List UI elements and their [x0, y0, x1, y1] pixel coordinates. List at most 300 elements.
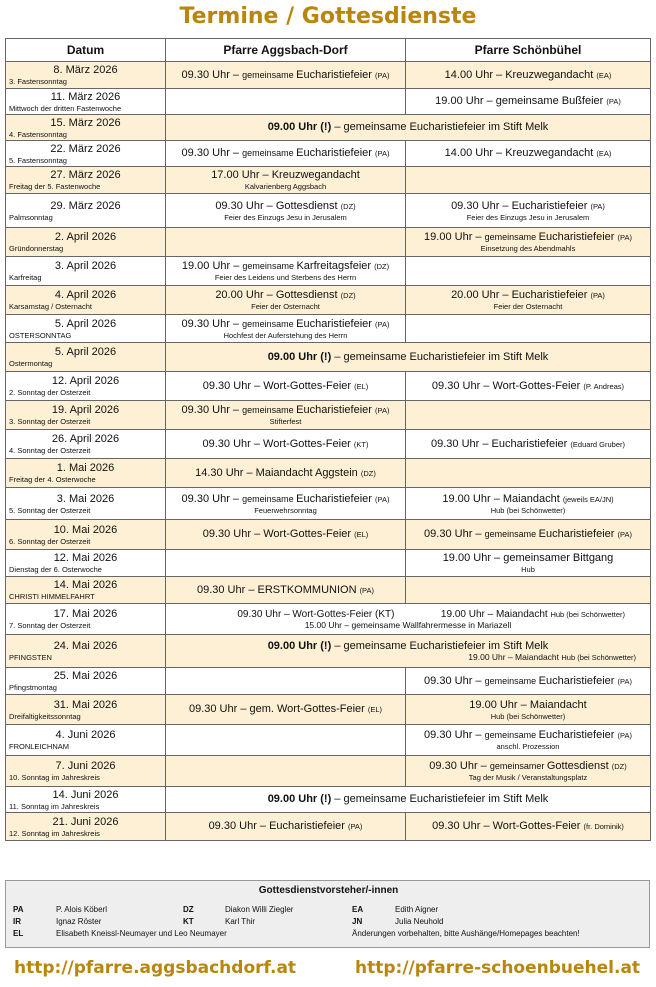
schoenbuehel-event	[406, 401, 651, 430]
aggsbach-event-main: 09.30 Uhr – Wort-Gottes-Feier	[202, 528, 355, 540]
schoenbuehel-event-main2: Eucharistiefeier	[538, 729, 618, 741]
table-row	[6, 725, 651, 756]
joint-event-line1	[168, 351, 648, 364]
header-aggsbach: Pfarre Aggsbach-Dorf	[166, 39, 406, 62]
aggsbach-event-line2: Stifterfest	[269, 417, 302, 426]
aggsbach-event	[166, 89, 406, 115]
date-sub: Palmsonntag	[9, 212, 53, 222]
joint-event-cell	[166, 787, 651, 813]
legend-name-el: Elisabeth Kneissl-Neumayer und Leo Neumayer	[56, 929, 227, 938]
date-label: 31. Mai 2026	[53, 698, 118, 711]
table-row	[6, 372, 651, 401]
aggsbach-event	[166, 668, 406, 695]
aggsbach-event-main: 09.30 Uhr – gem. Wort-Gottes-Feier	[188, 703, 368, 715]
date-sub: Dreifaltigkeitssonntag	[9, 711, 81, 721]
aggsbach-event	[166, 401, 406, 430]
date-label: 24. Mai 2026	[53, 640, 118, 652]
joint-event-line1	[168, 121, 648, 134]
date-sub: 5. Fastensonntag	[9, 155, 67, 165]
date-label: 19. April 2026	[51, 404, 120, 416]
date-sub: Freitag der 4. Osterwoche	[9, 475, 96, 484]
schedule-table	[5, 38, 651, 841]
schoenbuehel-event-line1	[408, 95, 648, 108]
joint-event-right-tag: Hub (bei Schönwetter)	[550, 610, 626, 619]
aggsbach-event-small: gemeinsame	[242, 261, 297, 271]
schoenbuehel-event-tag: (PA)	[617, 731, 632, 740]
date-sub: 10. Sonntag im Jahreskreis	[9, 773, 100, 782]
schoenbuehel-event-line1	[408, 380, 648, 393]
schoenbuehel-event	[406, 372, 651, 401]
schoenbuehel-event	[406, 813, 651, 841]
aggsbach-event-line1	[168, 820, 403, 833]
date-cell	[6, 430, 166, 459]
table-row	[6, 141, 651, 167]
schoenbuehel-event	[406, 167, 651, 194]
table-row	[6, 635, 651, 668]
schoenbuehel-event-line2: Hub (bei Schönwetter)	[490, 711, 566, 721]
schoenbuehel-event	[406, 756, 651, 787]
legend-key-jn: JN	[352, 917, 363, 926]
joint-event-left: 09.30 Uhr – Wort-Gottes-Feier (KT)	[237, 609, 395, 620]
schoenbuehel-event-main2: Eucharistiefeier	[538, 528, 618, 540]
schoenbuehel-event-tag: (DZ)	[611, 762, 627, 771]
aggsbach-event	[166, 725, 406, 756]
aggsbach-event-main: 17.00 Uhr – Kreuzwegandacht	[211, 169, 360, 181]
date-label: 10. Mai 2026	[53, 523, 118, 536]
date-sub: 4. Fastensonntag	[9, 129, 67, 139]
date-sub: 12. Sonntag im Jahreskreis	[9, 828, 100, 838]
legend-box	[5, 880, 650, 948]
legend-key-dz: DZ	[183, 905, 194, 914]
date-label: 3. Mai 2026	[56, 492, 115, 505]
date-cell	[6, 315, 166, 343]
table-row	[6, 228, 651, 257]
aggsbach-event-line1	[168, 404, 403, 417]
aggsbach-event-main2: Eucharistiefeier	[296, 147, 375, 159]
header-schoenbuehel: Pfarre Schönbühel	[406, 39, 651, 62]
table-row	[6, 756, 651, 787]
aggsbach-event-tag: (PA)	[359, 585, 375, 595]
schoenbuehel-event-main: 09.30 Uhr – Eucharistiefeier	[451, 199, 591, 212]
joint-event-cell	[166, 115, 651, 141]
joint-event-line2: 15.00 Uhr – gemeinsame Wallfahrermesse in Mariazell	[304, 620, 512, 630]
aggsbach-event	[166, 257, 406, 286]
schoenbuehel-event-main: 09.30 Uhr –	[424, 729, 485, 741]
date-cell	[6, 695, 166, 725]
date-label: 17. Mai 2026	[53, 608, 118, 620]
aggsbach-event-line1	[168, 438, 403, 451]
date-sub: 2. Sonntag der Osterzeit	[9, 388, 91, 397]
date-label: 14. Juni 2026	[52, 788, 119, 801]
aggsbach-event-line1	[168, 493, 403, 506]
date-sub: 3. Fastensonntag	[9, 77, 67, 86]
aggsbach-event-main: 09.30 Uhr – Wort-Gottes-Feier	[202, 437, 354, 450]
date-label: 29. März 2026	[50, 199, 121, 212]
schoenbuehel-event-tag: (Eduard Gruber)	[570, 439, 626, 449]
joint-event-line2-tag: Hub (bei Schönwetter)	[561, 653, 636, 662]
schoenbuehel-event-tag: (PA)	[617, 676, 632, 686]
date-cell	[6, 228, 166, 257]
table-row	[6, 167, 651, 194]
aggsbach-event-main2: Eucharistiefeier	[296, 404, 375, 416]
date-cell	[6, 668, 166, 695]
aggsbach-event	[166, 62, 406, 89]
schoenbuehel-event-tag: (PA)	[590, 291, 605, 300]
schoenbuehel-event-main: 19.00 Uhr – gemeinsame Bußfeier	[435, 95, 607, 107]
date-cell	[6, 756, 166, 787]
legend-key-pa: PA	[13, 905, 24, 914]
date-cell	[6, 167, 166, 194]
date-cell	[6, 372, 166, 401]
aggsbach-event-main: 20.00 Uhr – Gottesdienst	[215, 289, 341, 301]
joint-event-cell	[166, 635, 651, 668]
table-row	[6, 257, 651, 286]
date-sub: Freitag der 5. Fastenwoche	[9, 182, 101, 191]
date-cell	[6, 141, 166, 167]
legend-name-ir: Ignaz Röster	[56, 917, 102, 926]
schoenbuehel-event-main: 19.00 Uhr – Maiandacht	[442, 492, 563, 505]
schoenbuehel-event-line1	[408, 760, 648, 773]
schoenbuehel-event-line2: Einsetzung des Abendmahls	[480, 244, 576, 253]
date-cell	[6, 343, 166, 372]
schoenbuehel-event	[406, 725, 651, 756]
table-row	[6, 430, 651, 459]
joint-event-line2	[168, 653, 648, 662]
date-label: 3. April 2026	[54, 260, 117, 272]
date-label: 12. Mai 2026	[53, 552, 118, 564]
schoenbuehel-event-main: 20.00 Uhr – Eucharistiefeier	[451, 289, 591, 301]
schoenbuehel-event-line1	[408, 493, 648, 506]
aggsbach-event-line1	[168, 584, 403, 597]
aggsbach-event-line1	[168, 289, 403, 302]
schoenbuehel-event-line2: Hub	[521, 565, 535, 574]
aggsbach-event-small: gemeinsame	[242, 148, 297, 158]
schoenbuehel-event-line2: Hub (bei Schönwetter)	[490, 505, 566, 515]
aggsbach-event-main: 09.30 Uhr – Gottesdienst	[215, 199, 341, 212]
aggsbach-event-main: 09.30 Uhr –	[181, 404, 243, 416]
aggsbach-event-tag: (DZ)	[374, 262, 390, 271]
joint-event-text: – gemeinsame Eucharistiefeier im Stift Melk	[331, 793, 549, 805]
schoenbuehel-event-main: 19.00 Uhr – Maiandacht	[469, 698, 587, 711]
table-row	[6, 520, 651, 550]
date-sub: CHRISTI HIMMELFAHRT	[9, 592, 95, 601]
aggsbach-event	[166, 756, 406, 787]
date-cell	[6, 604, 166, 635]
schoenbuehel-event	[406, 695, 651, 725]
table-row	[6, 813, 651, 841]
legend-name-kt: Karl Thir	[225, 917, 256, 926]
schoenbuehel-event-tag: (EA)	[596, 70, 612, 80]
schoenbuehel-event	[406, 257, 651, 286]
joint-event-cell	[166, 604, 651, 635]
date-sub: 7. Sonntag der Osterzeit	[9, 621, 91, 630]
aggsbach-event-small: gemeinsame	[242, 493, 297, 504]
aggsbach-event-tag: (DZ)	[340, 291, 356, 300]
date-label: 4. Juni 2026	[55, 729, 116, 741]
schoenbuehel-event-small: gemeinsame	[484, 529, 539, 539]
table-row	[6, 62, 651, 89]
aggsbach-event-main2: Eucharistiefeier	[296, 492, 375, 505]
schoenbuehel-event-main: 09.30 Uhr –	[424, 674, 485, 687]
date-sub: 3. Sonntag der Osterzeit	[9, 417, 91, 426]
legend-key-ir: IR	[13, 917, 21, 926]
aggsbach-event-line1	[168, 69, 403, 82]
joint-event-text: – gemeinsame Eucharistiefeier im Stift Melk	[331, 640, 549, 652]
aggsbach-event-main2: Eucharistiefeier	[296, 68, 375, 81]
date-label: 1. Mai 2026	[56, 462, 115, 474]
schoenbuehel-event-tag: (jeweils EA/JN)	[562, 494, 614, 504]
aggsbach-event-main: 09.30 Uhr – Wort-Gottes-Feier	[202, 379, 355, 392]
aggsbach-event-small: gemeinsame	[242, 405, 297, 415]
aggsbach-event-tag: (DZ)	[360, 468, 376, 478]
date-label: 5. April 2026	[54, 317, 117, 330]
schoenbuehel-event-main: 09.30 Uhr – Wort-Gottes-Feier	[432, 820, 584, 832]
date-cell	[6, 89, 166, 115]
table-row	[6, 194, 651, 228]
schoenbuehel-event-main: 09.30 Uhr –	[429, 760, 490, 772]
date-label: 26. April 2026	[51, 433, 120, 445]
table-row	[6, 577, 651, 604]
date-label: 4. April 2026	[54, 289, 117, 301]
schoenbuehel-event	[406, 89, 651, 115]
legend-title: Gottesdienstvorsteher/-innen	[258, 885, 399, 896]
schoenbuehel-event	[406, 488, 651, 520]
schoenbuehel-event-small: gemeinsame	[484, 232, 539, 242]
date-cell	[6, 577, 166, 604]
date-cell	[6, 257, 166, 286]
schoenbuehel-event-main: 14.00 Uhr – Kreuzwegandacht	[444, 68, 597, 81]
schoenbuehel-event	[406, 577, 651, 604]
aggsbach-event-small: gemeinsame	[242, 69, 297, 80]
schoenbuehel-event	[406, 550, 651, 577]
aggsbach-event	[166, 488, 406, 520]
schoenbuehel-event-main: 09.30 Uhr –	[424, 528, 485, 540]
aggsbach-event-line1	[168, 200, 403, 213]
aggsbach-event-main: 09.30 Uhr –	[181, 68, 243, 81]
table-row	[6, 315, 651, 343]
joint-event-text: – gemeinsame Eucharistiefeier im Stift Melk	[331, 121, 549, 133]
aggsbach-event-main: 19.00 Uhr –	[181, 260, 243, 272]
schoenbuehel-event-line1	[408, 200, 648, 213]
page-title: Termine / Gottesdienste	[179, 4, 477, 29]
date-cell	[6, 520, 166, 550]
date-label: 25. Mai 2026	[53, 670, 118, 682]
table-row	[6, 459, 651, 488]
date-sub: 6. Sonntag der Osterzeit	[9, 536, 91, 546]
schoenbuehel-event-small: gemeinsame	[484, 730, 539, 740]
date-sub: Karfreitag	[9, 273, 42, 282]
schoenbuehel-event-line1	[408, 289, 648, 302]
schoenbuehel-event-main2: Eucharistiefeier	[538, 231, 618, 243]
legend-name-pa: P. Alois Köberl	[56, 905, 107, 914]
legend-note: Änderungen vorbehalten, bitte Aushänge/Homepages beachten!	[352, 929, 580, 938]
date-sub: Mittwoch der dritten Fastenwoche	[9, 103, 122, 113]
schoenbuehel-event-tag: (PA)	[590, 201, 605, 211]
aggsbach-event-tag: (KT)	[353, 439, 369, 449]
schoenbuehel-event-line1	[408, 528, 648, 541]
legend-key-kt: KT	[183, 917, 194, 926]
header-datum: Datum	[6, 39, 166, 62]
joint-event-line2-main: 19.00 Uhr – Maiandacht	[468, 652, 562, 662]
date-sub: Pfingstmontag	[9, 683, 57, 692]
aggsbach-event	[166, 167, 406, 194]
aggsbach-event	[166, 813, 406, 841]
legend-key-ea: EA	[352, 905, 364, 914]
schoenbuehel-event-line1	[408, 729, 648, 742]
schoenbuehel-event	[406, 141, 651, 167]
aggsbach-event-line2: Feier des Einzugs Jesu in Jerusalem	[224, 212, 347, 222]
aggsbach-event-tag: (EL)	[354, 530, 369, 539]
joint-event-right: 19.00 Uhr – Maiandacht	[440, 609, 551, 620]
aggsbach-event	[166, 520, 406, 550]
schoenbuehel-event-line1	[408, 552, 648, 565]
joint-event-line1	[168, 793, 648, 806]
aggsbach-event-tag: (PA)	[375, 406, 390, 415]
table-row	[6, 787, 651, 813]
aggsbach-event-line2: Feier des Leidens und Sterbens des Herrn	[214, 273, 357, 282]
date-cell	[6, 62, 166, 89]
joint-event-line1	[168, 640, 648, 653]
schoenbuehel-event	[406, 228, 651, 257]
date-label: 21. Juni 2026	[52, 815, 119, 828]
date-label: 12. April 2026	[51, 375, 120, 387]
aggsbach-event-line1	[168, 260, 403, 273]
date-sub: Dienstag der 6. Osterwoche	[9, 565, 102, 574]
aggsbach-event-main2: Eucharistiefeier	[296, 317, 375, 330]
legend-key-el: EL	[13, 929, 24, 938]
schoenbuehel-event-line1	[408, 147, 648, 160]
date-cell	[6, 286, 166, 315]
table-row	[6, 343, 651, 372]
aggsbach-event	[166, 194, 406, 228]
joint-event-time: 09.00 Uhr (!)	[267, 350, 332, 363]
aggsbach-event-small: gemeinsame	[242, 318, 297, 329]
table-row	[6, 550, 651, 577]
date-cell	[6, 550, 166, 577]
table-row	[6, 115, 651, 141]
date-label: 2. April 2026	[54, 231, 117, 243]
date-label: 22. März 2026	[50, 142, 121, 155]
aggsbach-event-main: 09.30 Uhr –	[181, 317, 243, 330]
schoenbuehel-event-small: gemeinsame	[484, 675, 539, 686]
schoenbuehel-event-line1	[408, 699, 648, 712]
aggsbach-event	[166, 372, 406, 401]
schoenbuehel-event-main2: Gottesdienst	[546, 760, 612, 772]
aggsbach-event-tag: (DZ)	[340, 201, 356, 211]
schoenbuehel-event-line1	[408, 231, 648, 244]
schoenbuehel-event	[406, 315, 651, 343]
date-sub: Gründonnerstag	[9, 244, 64, 253]
schoenbuehel-event-line1	[408, 69, 648, 82]
joint-event-text: – gemeinsame Eucharistiefeier im Stift Melk	[331, 350, 549, 363]
aggsbach-event-main2: Karfreitagsfeier	[296, 260, 375, 272]
table-row	[6, 488, 651, 520]
aggsbach-event-line1	[168, 147, 403, 160]
schoenbuehel-event	[406, 459, 651, 488]
schoenbuehel-event-line2: Tag der Musik / Veranstaltungsplatz	[468, 773, 588, 782]
joint-event-time: 09.00 Uhr (!)	[267, 640, 332, 652]
schoenbuehel-event-tag: (PA)	[617, 233, 632, 242]
schoenbuehel-event	[406, 520, 651, 550]
legend-name-ea: Edith Aigner	[395, 905, 439, 914]
date-cell	[6, 635, 166, 668]
aggsbach-event-line1	[168, 380, 403, 393]
date-sub: 11. Sonntag im Jahreskreis	[9, 801, 100, 811]
aggsbach-event-tag: (PA)	[375, 70, 390, 80]
schoenbuehel-event-main: 14.00 Uhr – Kreuzwegandacht	[444, 147, 597, 159]
date-cell	[6, 787, 166, 813]
aggsbach-event-main: 09.30 Uhr – ERSTKOMMUNION	[196, 583, 360, 596]
schoenbuehel-event-tag: (EA)	[596, 149, 612, 158]
date-label: 5. April 2026	[54, 346, 117, 358]
aggsbach-event-main: 14.30 Uhr – Maiandacht Aggstein	[195, 466, 361, 479]
schoenbuehel-event-tag: (P. Andreas)	[583, 381, 625, 391]
date-label: 14. Mai 2026	[53, 579, 118, 591]
date-cell	[6, 194, 166, 228]
joint-event-cell	[166, 343, 651, 372]
date-label: 15. März 2026	[50, 116, 121, 129]
aggsbach-event-line2: Feier der Osternacht	[251, 302, 320, 311]
date-cell	[6, 725, 166, 756]
link-schoenbuehel[interactable]: http://pfarre-schoenbuehel.at	[355, 958, 641, 978]
schoenbuehel-event-main: 09.30 Uhr – Wort-Gottes-Feier	[431, 379, 584, 392]
date-sub: OSTERSONNTAG	[9, 330, 72, 340]
schoenbuehel-event	[406, 430, 651, 459]
aggsbach-event-line1	[168, 467, 403, 480]
schoenbuehel-event	[406, 668, 651, 695]
legend-name-dz: Diakon Willi Ziegler	[225, 905, 294, 914]
date-label: 7. Juni 2026	[55, 760, 116, 772]
table-row	[6, 89, 651, 115]
aggsbach-event-main: 09.30 Uhr –	[181, 492, 243, 505]
date-sub: Ostermontag	[9, 359, 53, 368]
aggsbach-event	[166, 315, 406, 343]
schoenbuehel-event-tag: (PA)	[617, 530, 632, 539]
schoenbuehel-event-tag: (PA)	[606, 97, 621, 106]
aggsbach-event	[166, 550, 406, 577]
date-sub: Karsamstag / Osternacht	[9, 302, 92, 311]
date-sub: 5. Sonntag der Osterzeit	[9, 505, 91, 515]
aggsbach-event-tag: (EL)	[367, 705, 383, 714]
table-row	[6, 695, 651, 725]
aggsbach-event	[166, 228, 406, 257]
date-sub: 4. Sonntag der Osterzeit	[9, 446, 91, 455]
joint-event-time: 09.00 Uhr (!)	[267, 793, 332, 805]
aggsbach-event-line1	[168, 318, 403, 331]
aggsbach-event-line1	[168, 703, 403, 716]
schoenbuehel-event-main: 19.00 Uhr –	[424, 231, 485, 243]
aggsbach-event-tag: (PA)	[375, 494, 390, 504]
schoenbuehel-event-main: 19.00 Uhr – gemeinsamer Bittgang	[442, 552, 614, 564]
date-cell	[6, 459, 166, 488]
aggsbach-event	[166, 459, 406, 488]
aggsbach-event	[166, 695, 406, 725]
date-label: 8. März 2026	[53, 64, 118, 76]
table-row	[6, 286, 651, 315]
joint-event-time: 09.00 Uhr (!)	[267, 121, 332, 133]
date-cell	[6, 488, 166, 520]
date-sub: FRONLEICHNAM	[9, 742, 70, 751]
legend-name-jn: Julia Neuhold	[395, 917, 444, 926]
aggsbach-event-tag: (PA)	[375, 149, 390, 158]
aggsbach-event	[166, 577, 406, 604]
link-aggsbachdorf[interactable]: http://pfarre.aggsbachdorf.at	[14, 958, 297, 978]
schoenbuehel-event-main2: Eucharistiefeier	[538, 674, 618, 687]
schoenbuehel-event-line2: Feier des Einzugs Jesu in Jerusalem	[466, 212, 590, 222]
aggsbach-event-main: 09.30 Uhr –	[181, 147, 243, 159]
schoenbuehel-event-line2: anschl. Prozession	[496, 742, 560, 751]
schoenbuehel-event	[406, 286, 651, 315]
